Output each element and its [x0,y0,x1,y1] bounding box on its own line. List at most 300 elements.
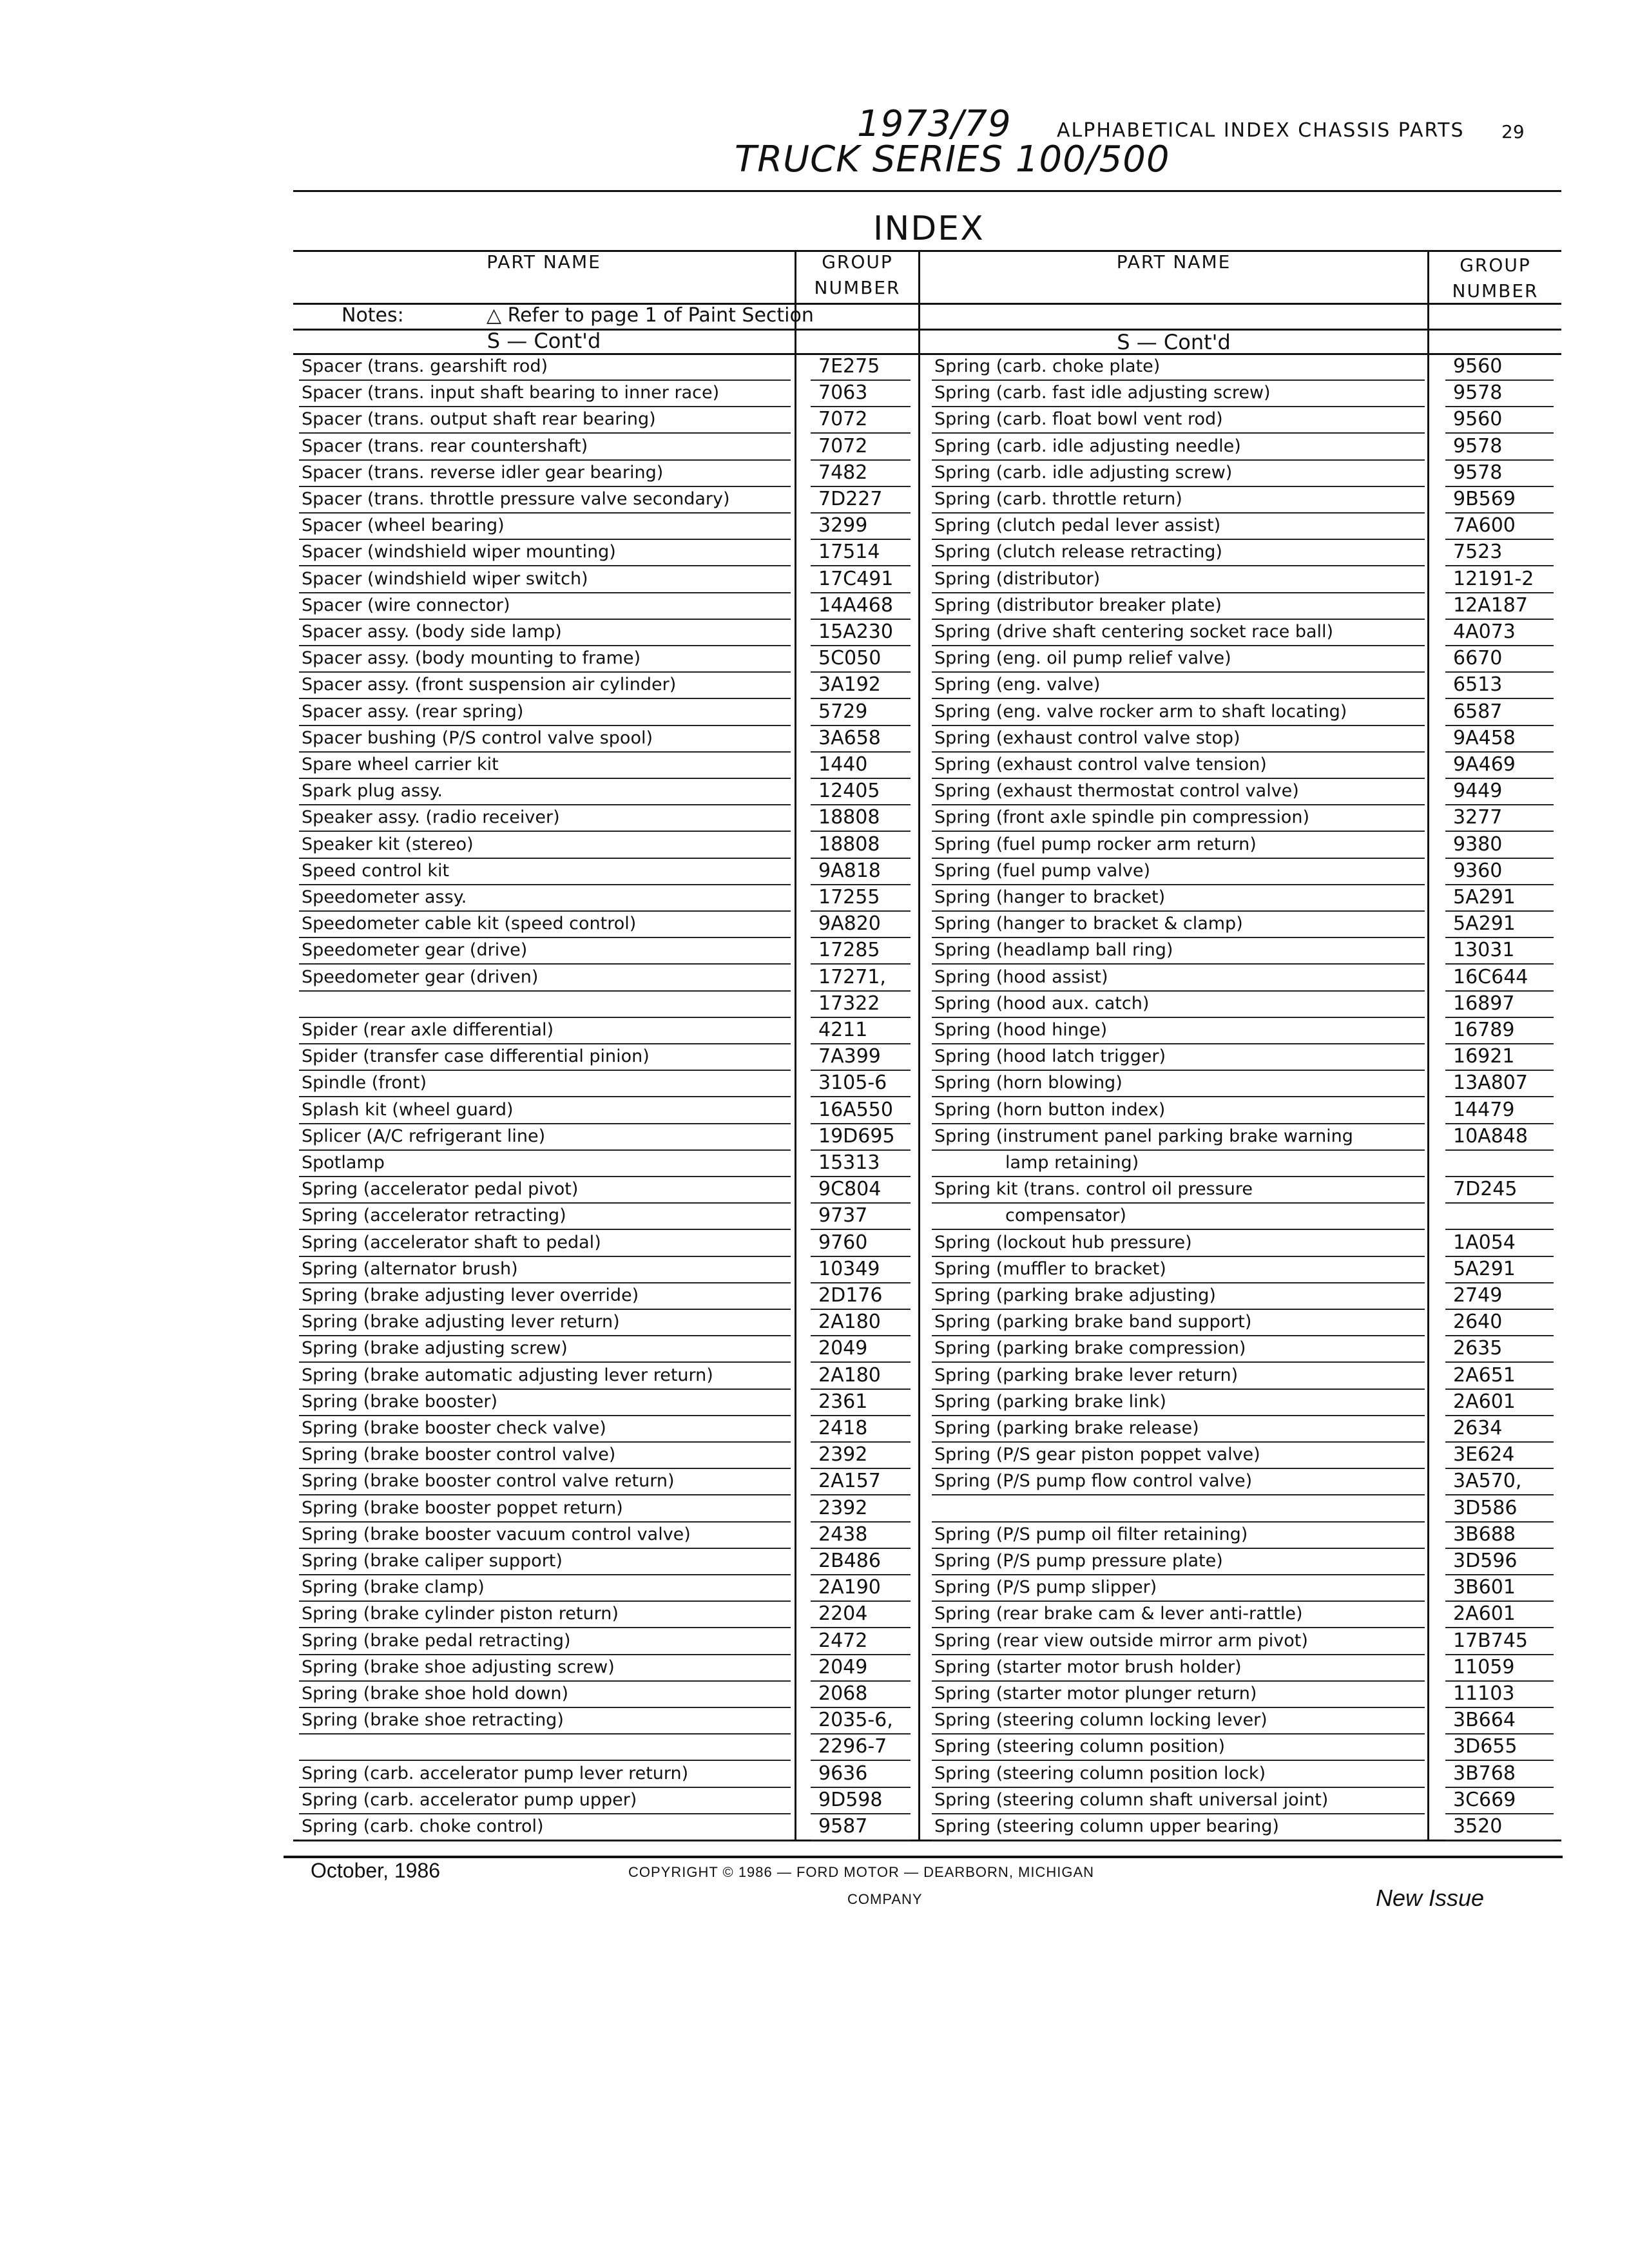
row-number-underline [1445,512,1554,514]
row-number-underline [1445,1600,1554,1602]
group-number-cell: 2635 [1453,1337,1503,1360]
row-number-underline [1445,1494,1554,1495]
part-name-cell: Spring (starter motor plunger return) [934,1684,1257,1704]
row-underline [932,1707,1425,1708]
part-name-cell: Spring (carb. accelerator pump upper) [302,1789,637,1810]
row-number-underline [1445,884,1554,885]
row-number-underline [811,1600,911,1602]
row-underline [932,1574,1425,1575]
part-name-cell: Spotlamp [302,1153,385,1173]
row-number-underline [1445,1389,1554,1390]
row-underline [932,751,1425,753]
row-underline [932,1680,1425,1682]
row-number-underline [1445,990,1554,992]
part-name-cell: Spring (hood latch trigger) [934,1046,1166,1067]
group-number-cell: 6670 [1453,647,1503,670]
group-number-cell: 3A192 [818,673,881,697]
column-head-bottom-rule [293,303,1561,305]
row-underline [932,1096,1425,1097]
row-number-underline [1445,1282,1554,1283]
truck-series: TRUCK SERIES 100/500 [735,139,1170,180]
part-name-cell: Spring (alternator brush) [302,1258,518,1279]
row-underline [299,1043,791,1044]
part-name-cell: Spacer (windshield wiper mounting) [302,542,616,562]
row-number-underline [1445,1441,1554,1443]
row-number-underline [811,432,911,434]
group-number-cell: 9449 [1453,780,1503,803]
row-underline [299,751,791,753]
part-name-cell: Spring (parking brake lever return) [934,1365,1239,1385]
row-underline [299,380,791,381]
group-number-cell: 9D598 [818,1788,883,1811]
row-number-underline [811,1309,911,1310]
row-number-underline [811,1256,911,1257]
row-underline [299,539,791,540]
group-number-cell: 7A399 [818,1045,881,1068]
row-underline [299,1574,791,1575]
group-number-cell: 19D695 [818,1124,895,1148]
row-underline [299,1840,791,1841]
part-name-cell: Spring (P/S pump slipper) [934,1577,1157,1598]
part-name-cell: Spring (hanger to bracket & clamp) [934,914,1243,934]
part-name-cell: Spring (horn blowing) [934,1073,1123,1093]
row-underline [299,1096,791,1097]
part-name-cell: Spring (parking brake link) [934,1391,1166,1412]
part-name-cell: Spring (horn button index) [934,1099,1166,1120]
group-number-cell: 2D176 [818,1284,883,1307]
row-underline [299,1787,791,1788]
row-number-underline [1445,619,1554,620]
group-number-cell: 9C804 [818,1178,882,1201]
row-underline [299,1123,791,1124]
group-number-cell: 11103 [1453,1682,1515,1705]
part-name-cell: Spindle (front) [302,1073,427,1093]
part-name-cell: Spring (P/S pump pressure plate) [934,1551,1223,1571]
row-underline [299,858,791,859]
row-underline [932,1149,1425,1151]
footer-copyright: COPYRIGHT © 1986 — FORD MOTOR — DEARBORN, MICHIGAN [628,1864,1095,1880]
part-name-cell: Spring (carb. throttle return) [934,489,1182,509]
row-number-underline [811,380,911,381]
part-name-cell: Spacer assy. (body mounting to frame) [302,648,641,669]
group-number-cell: 9560 [1453,408,1503,431]
row-number-underline [811,1813,911,1814]
group-number-cell: 5729 [818,700,868,723]
group-number-cell: 3B768 [1453,1762,1516,1785]
row-number-underline [1445,1017,1554,1018]
part-name-cell: Spring (parking brake band support) [934,1312,1252,1332]
group-number-cell: 9A820 [818,912,881,936]
group-number-cell: 3B601 [1453,1576,1516,1599]
row-underline [932,804,1425,805]
part-name-cell: Spring (brake caliper support) [302,1551,563,1571]
group-number-cell: 9A818 [818,859,881,882]
part-name-cell: Spacer (trans. output shaft rear bearing) [302,409,656,430]
row-number-underline [811,1229,911,1230]
row-underline [299,432,791,434]
part-name-cell: Spring (steering column locking lever) [934,1710,1268,1731]
group-number-cell: 9760 [818,1231,868,1254]
page-number: 29 [1501,121,1525,142]
row-underline [932,1202,1425,1204]
row-number-underline [1445,1043,1554,1044]
left-group-divider [795,250,796,1840]
row-number-underline [811,1840,911,1841]
row-underline [299,937,791,938]
row-underline [932,459,1425,461]
row-number-underline [811,1707,911,1708]
part-name-cell: Spring (accelerator pedal pivot) [302,1179,579,1200]
row-underline [932,1733,1425,1735]
row-number-underline [1445,1070,1554,1071]
group-number-cell: 2361 [818,1390,868,1413]
row-number-underline [1445,1813,1554,1814]
part-name-cell: Spring (brake automatic adjusting lever return) [302,1365,713,1385]
row-underline [299,1733,791,1735]
part-name-cell: compensator) [1005,1206,1126,1226]
part-name-cell: Speed control kit [302,860,450,881]
part-name-cell: Spacer (windshield wiper switch) [302,568,588,589]
row-underline [932,910,1425,912]
group-number-cell: 7E275 [818,355,880,378]
row-number-underline [811,512,911,514]
part-name-cell: Spacer (trans. throttle pressure valve secondary) [302,489,730,509]
row-underline [932,565,1425,566]
group-number-cell: 16789 [1453,1019,1515,1041]
row-underline [932,1813,1425,1814]
group-number-cell: 9578 [1453,434,1503,457]
part-name-cell: Spring (clutch release retracting) [934,542,1222,562]
part-name-cell: Speedometer gear (drive) [302,940,528,961]
footer-rule [284,1856,1563,1858]
row-underline [932,778,1425,779]
row-number-underline [811,1521,911,1523]
row-number-underline [1445,1176,1554,1177]
index-category-label: ALPHABETICAL INDEX CHASSIS PARTS [1057,119,1465,142]
row-number-underline [1445,1256,1554,1257]
row-number-underline [1445,1680,1554,1682]
row-underline [299,486,791,487]
row-underline [299,910,791,912]
notes-text: △ Refer to page 1 of Paint Section [487,304,814,327]
row-underline [932,1521,1425,1523]
right-group-heading-line1: GROUP [1460,255,1531,276]
part-name-cell: Spring (accelerator shaft to pedal) [302,1232,601,1253]
part-name-cell: lamp retaining) [1005,1153,1139,1173]
row-number-underline [811,937,911,938]
part-name-cell: Spring (hood assist) [934,966,1108,987]
part-name-cell: Spring (brake shoe adjusting screw) [302,1657,615,1677]
row-underline [299,778,791,779]
footer-issue-status: New Issue [1376,1885,1485,1911]
row-underline [299,645,791,646]
row-underline [932,698,1425,699]
row-number-underline [1445,1468,1554,1469]
right-group-divider [1427,250,1429,1840]
part-name-cell: Spring (fuel pump rocker arm return) [934,834,1257,854]
row-number-underline [811,1096,911,1097]
row-underline [932,1335,1425,1336]
row-number-underline [1445,1123,1554,1124]
row-underline [932,486,1425,487]
group-number-cell: 3105-6 [818,1072,887,1095]
row-underline [299,1309,791,1310]
row-number-underline [811,1548,911,1549]
right-section-heading: S — Cont'd [1117,330,1231,354]
part-name-cell: Spare wheel carrier kit [302,754,499,774]
group-number-cell: 9560 [1453,355,1503,378]
part-name-cell: Spring (brake cylinder piston return) [302,1604,619,1624]
row-underline [932,512,1425,514]
catalog-year: 1973/79 [857,103,1012,145]
part-name-cell: Spring (steering column shaft universal joint) [934,1789,1329,1810]
part-name-cell: Spring (headlamp ball ring) [934,940,1173,961]
left-part-name-heading: PART NAME [487,251,601,273]
row-number-underline [1445,459,1554,461]
row-underline [932,831,1425,832]
part-name-cell: Spring (brake booster control valve) [302,1445,616,1465]
group-number-cell: 3A570, [1453,1470,1522,1493]
group-number-cell: 2634 [1453,1417,1503,1439]
row-number-underline [811,1017,911,1018]
row-underline [932,1229,1425,1230]
row-number-underline [1445,380,1554,381]
part-name-cell: Spacer bushing (P/S control valve spool) [302,727,653,748]
row-underline [299,1017,791,1018]
row-number-underline [1445,1361,1554,1363]
part-name-cell: Spring (instrument panel parking brake warning [934,1126,1353,1146]
row-underline [299,1813,791,1814]
row-number-underline [811,990,911,992]
row-underline [299,804,791,805]
part-name-cell: Spring (brake adjusting lever return) [302,1312,620,1332]
part-name-cell: Spring (drive shaft centering socket race ball) [934,622,1334,642]
row-number-underline [1445,1309,1554,1310]
part-name-cell: Spring (carb. accelerator pump lever return) [302,1763,689,1783]
part-name-cell: Splicer (A/C refrigerant line) [302,1126,546,1146]
row-number-underline [1445,486,1554,487]
row-number-underline [811,858,911,859]
part-name-cell: Speedometer assy. [302,887,467,907]
row-underline [299,725,791,726]
group-number-cell: 10A848 [1453,1124,1528,1148]
row-number-underline [1445,778,1554,779]
group-number-cell: 2068 [818,1682,868,1705]
row-number-underline [1445,1760,1554,1761]
row-underline [299,671,791,673]
part-name-cell: Spring (brake adjusting lever override) [302,1285,639,1305]
group-number-cell: 2049 [818,1655,868,1678]
row-underline [932,725,1425,726]
part-name-cell: Spacer (trans. input shaft bearing to inner race) [302,383,720,403]
row-number-underline [811,1441,911,1443]
group-number-cell: 2438 [818,1523,868,1546]
row-number-underline [811,1335,911,1336]
row-number-underline [811,698,911,699]
group-number-cell: 17C491 [818,567,894,590]
row-number-underline [811,1415,911,1416]
row-number-underline [811,884,911,885]
group-number-cell: 9360 [1453,859,1503,882]
row-number-underline [811,1760,911,1761]
row-number-underline [811,619,911,620]
group-number-cell: 9578 [1453,461,1503,484]
part-name-cell: Spring (carb. choke control) [302,1816,544,1836]
group-number-cell: 7D245 [1453,1178,1518,1201]
row-number-underline [811,1787,911,1788]
row-number-underline [1445,831,1554,832]
index-heading: INDEX [873,209,985,248]
row-underline [299,565,791,566]
row-number-underline [1445,698,1554,699]
group-number-cell: 5C050 [818,647,882,670]
row-number-underline [811,1202,911,1204]
part-name-cell: Spring (lockout hub pressure) [934,1232,1192,1253]
row-number-underline [811,804,911,805]
row-number-underline [811,751,911,753]
group-number-cell: 9A469 [1453,753,1516,776]
right-group-heading-line2: NUMBER [1452,280,1539,302]
group-number-cell: 7063 [818,381,868,405]
part-name-cell: Spring (hood hinge) [934,1020,1108,1040]
row-number-underline [1445,671,1554,673]
group-number-cell: 3D655 [1453,1735,1518,1758]
group-number-cell: 2418 [818,1417,868,1439]
row-underline [932,406,1425,407]
part-name-cell: Spring (eng. valve) [934,675,1101,695]
row-underline [299,1361,791,1363]
row-underline [299,1202,791,1204]
part-name-cell: Spark plug assy. [302,781,443,802]
part-name-cell: Spring (brake booster control valve return) [302,1471,675,1492]
part-name-cell: Spring (carb. fast idle adjusting screw) [934,383,1271,403]
group-number-cell: 2472 [818,1629,868,1652]
group-number-cell: 17255 [818,886,880,908]
part-name-cell: Speaker assy. (radio receiver) [302,807,560,828]
row-underline [299,1627,791,1628]
group-number-cell: 9B569 [1453,488,1516,510]
row-number-underline [1445,1707,1554,1708]
group-number-cell: 7523 [1453,541,1503,564]
group-number-cell: 12A187 [1453,593,1528,617]
part-name-cell: Spring (brake booster poppet return) [302,1497,623,1518]
group-number-cell: 4211 [818,1019,868,1041]
row-underline [299,592,791,593]
row-underline [932,963,1425,965]
part-name-cell: Spring (carb. idle adjusting screw) [934,462,1233,483]
row-number-underline [1445,432,1554,434]
part-name-cell: Spring (brake booster check valve) [302,1418,606,1438]
part-name-cell: Spring (P/S pump oil filter retaining) [934,1524,1248,1544]
row-underline [932,1176,1425,1177]
row-underline [932,1548,1425,1549]
part-name-cell: Spring (rear view outside mirror arm pivot) [934,1630,1308,1651]
group-number-cell: 3B688 [1453,1523,1516,1546]
row-underline [932,1389,1425,1390]
group-number-cell: 2392 [818,1443,868,1466]
row-number-underline [811,1654,911,1655]
group-number-cell: 2A190 [818,1576,881,1599]
part-name-cell: Spring (rear brake cam & lever anti-rattle) [934,1604,1303,1624]
row-number-underline [1445,751,1554,753]
row-underline [932,858,1425,859]
group-number-cell: 17271, [818,965,886,988]
part-name-cell: Spacer assy. (front suspension air cylinder) [302,675,677,695]
row-underline [299,1389,791,1390]
group-number-cell: 18808 [818,832,880,856]
row-underline [299,459,791,461]
group-number-cell: 12191-2 [1453,567,1534,590]
row-number-underline [811,910,911,912]
part-name-cell: Spring (carb. choke plate) [934,356,1161,376]
row-underline [299,1494,791,1495]
part-name-cell: Spring (parking brake adjusting) [934,1285,1216,1305]
group-number-cell: 2B486 [818,1550,881,1572]
part-name-cell: Spring (brake pedal retracting) [302,1630,571,1651]
part-name-cell: Splash kit (wheel guard) [302,1099,514,1120]
row-number-underline [1445,406,1554,407]
row-number-underline [1445,1733,1554,1735]
part-name-cell: Spacer assy. (body side lamp) [302,622,562,642]
group-number-cell: 3B664 [1453,1709,1516,1732]
part-name-cell: Spring (eng. valve rocker arm to shaft locating) [934,701,1347,722]
row-underline [932,645,1425,646]
row-underline [932,539,1425,540]
row-underline [299,963,791,965]
row-underline [932,1070,1425,1071]
part-name-cell: Spring (starter motor brush holder) [934,1657,1242,1677]
row-underline [299,1548,791,1549]
group-number-cell: 3520 [1453,1815,1503,1838]
row-number-underline [811,539,911,540]
row-underline [932,1309,1425,1310]
row-underline [299,406,791,407]
row-number-underline [811,486,911,487]
part-name-cell: Spacer (wheel bearing) [302,515,505,536]
group-number-cell: 2204 [818,1602,868,1626]
row-number-underline [1445,910,1554,912]
row-underline [299,1149,791,1151]
part-name-cell: Spacer assy. (rear spring) [302,701,524,722]
part-name-cell: Spring (P/S gear piston poppet valve) [934,1445,1260,1465]
row-number-underline [811,778,911,779]
row-underline [932,1043,1425,1044]
group-number-cell: 2640 [1453,1311,1503,1334]
row-number-underline [1445,725,1554,726]
row-number-underline [811,1733,911,1735]
row-underline [299,990,791,992]
row-number-underline [811,1468,911,1469]
group-number-cell: 17285 [818,939,880,962]
row-number-underline [811,459,911,461]
group-number-cell: 2392 [818,1496,868,1519]
row-number-underline [811,592,911,593]
part-name-cell: Spring (brake shoe retracting) [302,1710,564,1731]
row-number-underline [811,1389,911,1390]
group-number-cell: 5A291 [1453,912,1516,936]
part-name-cell: Spring (exhaust control valve tension) [934,754,1267,774]
group-number-cell: 3299 [818,514,868,537]
group-number-cell: 2049 [818,1337,868,1360]
row-number-underline [811,725,911,726]
row-number-underline [811,1361,911,1363]
row-underline [932,619,1425,620]
group-number-cell: 9A458 [1453,726,1516,749]
row-number-underline [811,1043,911,1044]
group-number-cell: 5A291 [1453,886,1516,908]
part-name-cell: Spring (brake adjusting screw) [302,1338,568,1359]
row-underline [299,1680,791,1682]
